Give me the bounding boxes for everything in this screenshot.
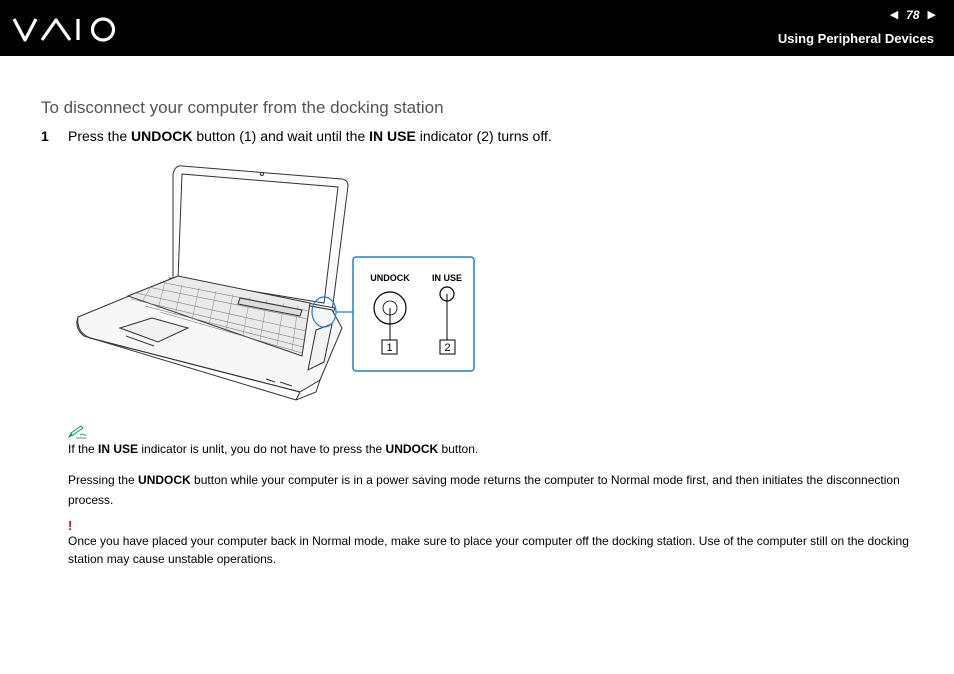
page-heading: To disconnect your computer from the docking station xyxy=(41,98,444,117)
callout-box xyxy=(353,257,474,371)
page-navigation xyxy=(890,7,936,23)
note-paragraph-1: If the IN USE indicator is unlit, you do not have to press the UNDOCK button. xyxy=(68,442,479,456)
page-number: 78 xyxy=(906,8,920,22)
step-text: Press the UNDOCK button (1) and wait until the IN USE indicator (2) turns off. xyxy=(68,128,552,144)
laptop-illustration xyxy=(70,160,480,410)
note-paragraph-2: Pressing the UNDOCK button while your computer is in a power saving mode returns the computer to Normal mode first, and then initiates the disconnection process. xyxy=(68,473,900,507)
triangle-left-icon[interactable]: ◀ xyxy=(889,9,899,21)
warning-icon: ! xyxy=(68,518,73,533)
section-title: Using Peripheral Devices xyxy=(777,31,934,46)
undock-term: UNDOCK xyxy=(131,128,193,144)
in-use-label: IN USE xyxy=(431,273,463,283)
undock-label: UNDOCK xyxy=(370,273,410,283)
page-header xyxy=(0,0,954,56)
triangle-right-icon[interactable]: ▶ xyxy=(927,9,936,21)
warning-text: Once you have placed your computer back in Normal mode, make sure to place your computer off the docking station. Use of the computer still on the docking station may cause unstable operations. xyxy=(68,534,909,566)
marker-2: 2 xyxy=(444,342,451,354)
marker-1: 1 xyxy=(386,342,393,354)
step-number: 1 xyxy=(41,128,49,144)
in-use-term: IN USE xyxy=(369,128,416,144)
pencil-note-icon xyxy=(68,425,88,439)
vaio-logo xyxy=(12,13,122,45)
